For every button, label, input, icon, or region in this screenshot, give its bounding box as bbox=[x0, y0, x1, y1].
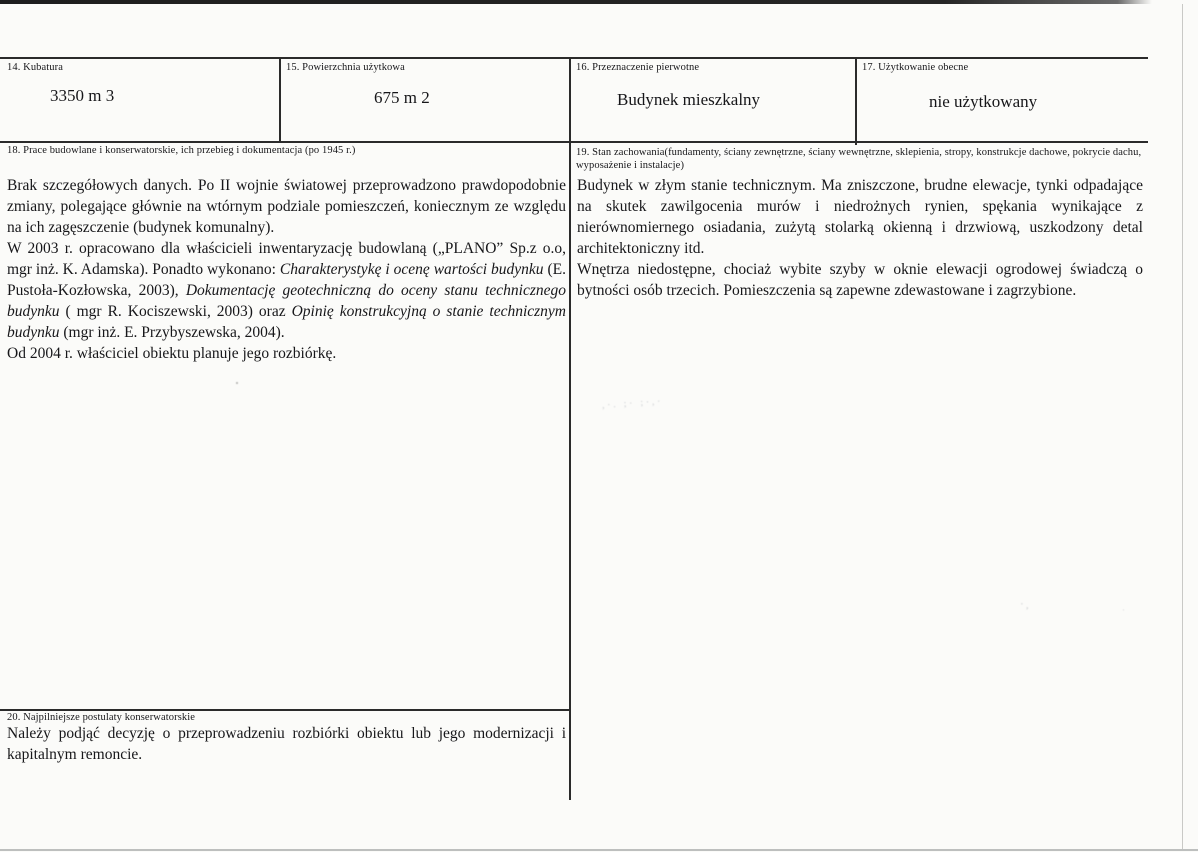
field-17-value: nie użytkowany bbox=[929, 92, 1038, 111]
scan-bottom-page-edge bbox=[0, 849, 1198, 851]
field-18-p2-italic-title-1: Charakterystykę i ocenę wartości budynku bbox=[279, 261, 544, 278]
table-border-row-bottom bbox=[0, 141, 1148, 143]
field-18-paragraph-3: Od 2004 r. właściciel obiektu planuje jego rozbiórkę. bbox=[7, 345, 337, 362]
field-19-text bbox=[577, 175, 1143, 301]
field-18-paragraph-1: Brak szczegółowych danych. Po II wojnie światowej przeprowadzono prawdopodobnie zmiany, polegające głównie na wtórnym podziale pomieszczeń, koniecznym ze względu na ich zagęszczenie (budynek komunalny). bbox=[7, 177, 566, 236]
field-17-label: 17. Użytkowanie obecne bbox=[862, 62, 969, 73]
field-16-value: Budynek mieszkalny bbox=[617, 90, 761, 109]
field-20-paragraph-1: Należy podjąć decyzję o przeprowadzeniu rozbiórki obiektu lub jego modernizacji i kapitalnym remoncie. bbox=[7, 725, 566, 763]
field-18-p2-plain-4: (mgr inż. E. Przybyszewska, 2004). bbox=[59, 324, 285, 341]
scan-artifact-dot bbox=[236, 382, 238, 384]
table-border-top bbox=[0, 57, 1148, 59]
table-border-field20-top bbox=[0, 709, 571, 711]
scan-artifact-pencil-marks: ,·. ;· ;·,· bbox=[601, 395, 664, 411]
field-19-label: 19. Stan zachowania(fundamenty, ściany zewnętrzne, ściany wewnętrzne, sklepienia, stropy, konstrukcje dachowe, pokrycie dachu, wyposażenie i instalacje) bbox=[576, 147, 1142, 171]
field-18-paragraph-2 bbox=[7, 238, 566, 343]
field-14-value: 3350 m 3 bbox=[50, 86, 115, 105]
field-19-paragraph-2: Wnętrza niedostępne, chociaż wybite szyby w oknie elewacji ogrodowej świadczą o bytności osób trzecich. Pomieszczenia są zapewne zdewastowane i zagrzybione. bbox=[577, 261, 1143, 299]
scan-artifact-small-mark: ·, bbox=[1019, 599, 1033, 612]
table-divider-columns bbox=[569, 57, 571, 800]
scan-right-page-edge bbox=[1182, 4, 1183, 850]
scan-top-edge bbox=[0, 0, 1152, 4]
scan-artifact-faint-mark: · bbox=[1122, 605, 1128, 615]
field-16-label: 16. Przeznaczenie pierwotne bbox=[576, 62, 700, 73]
table-divider-16-17 bbox=[855, 57, 857, 145]
field-14-label: 14. Kubatura bbox=[7, 62, 64, 73]
table-divider-14-15 bbox=[279, 57, 281, 141]
field-15-label: 15. Powierzchnia użytkowa bbox=[286, 62, 405, 73]
field-20-label: 20. Najpilniejsze postulaty konserwatorskie bbox=[7, 712, 196, 723]
field-18-p2-italic-title-2: Dokumentację geotechniczną do oceny stanu technicznego budynku bbox=[7, 282, 567, 320]
field-18-p2-plain-1: W 2003 r. opracowano dla właścicieli inwentaryzację budowlaną („PLANO” Sp.z o.o, mgr inż. K. Adamska). Ponadto wykonano: bbox=[7, 240, 566, 278]
field-18-text bbox=[7, 175, 566, 364]
field-20-text bbox=[7, 723, 566, 765]
field-18-p2-italic-title-3: Opinię konstrukcyjną o stanie technicznym budynku bbox=[7, 303, 566, 341]
field-15-value: 675 m 2 bbox=[374, 88, 430, 107]
field-18-label: 18. Prace budowlane i konserwatorskie, ich przebieg i dokumentacja (po 1945 r.) bbox=[7, 145, 356, 156]
field-19-paragraph-1: Budynek w złym stanie technicznym. Ma zniszczone, brudne elewacje, tynki odpadające na skutek zawilgocenia murów i niedrożnych rynien, spękania wynikające z nierównomiernego osiadania, zużytą stolarką okienną i drzwiową, uszkodzony detal architektoniczny itd. bbox=[577, 177, 1143, 257]
field-18-p2-plain-2: (E. Pustoła-Kozłowska, 2003), bbox=[7, 261, 566, 299]
field-18-p2-plain-3: ( mgr R. Kociszewski, 2003) oraz bbox=[59, 303, 292, 320]
